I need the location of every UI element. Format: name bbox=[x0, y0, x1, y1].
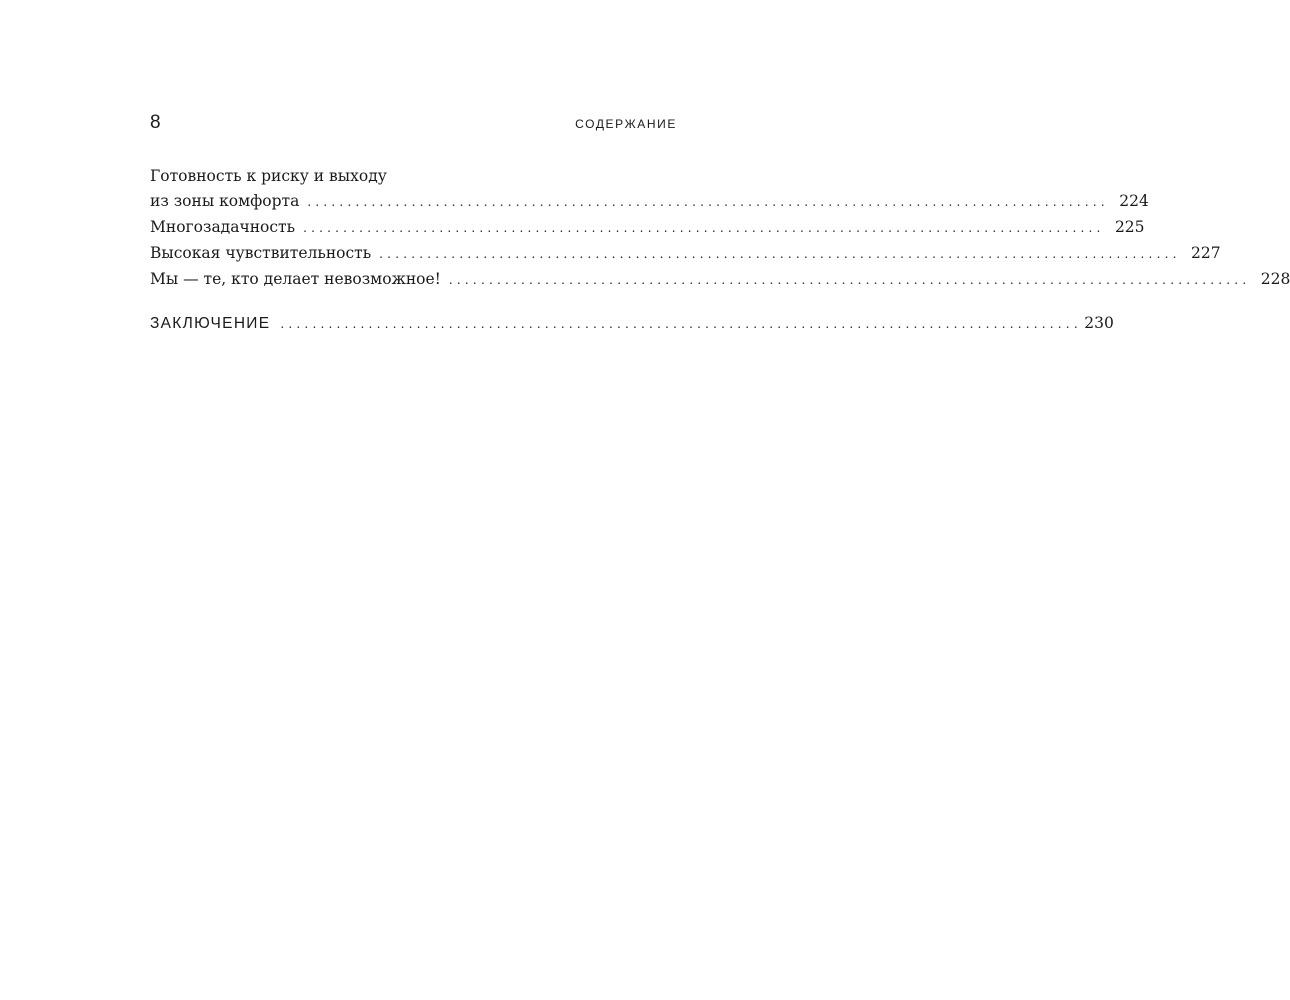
toc-entry-title: Многозадачность bbox=[150, 218, 296, 236]
toc-entry-title: Мы — те, кто делает невозможное! bbox=[150, 270, 441, 288]
toc-entry-page: 228 bbox=[1260, 270, 1290, 288]
dot-leader: .................................................................................................... bbox=[303, 221, 1105, 235]
toc-entry-page: 225 bbox=[1114, 218, 1145, 236]
toc-entry[interactable] bbox=[150, 267, 1290, 293]
toc-entry[interactable] bbox=[150, 164, 1149, 215]
toc-entry-title-line1: Готовность к риску и выходу bbox=[150, 167, 387, 185]
toc-section-conclusion[interactable] bbox=[150, 311, 1114, 337]
toc-section-page: 230 bbox=[1084, 314, 1114, 332]
toc-section-title: ЗАКЛЮЧЕНИЕ bbox=[150, 315, 271, 332]
toc-entry-title: Высокая чувствительность bbox=[150, 244, 372, 262]
dot-leader: .................................................................................................... bbox=[280, 317, 1082, 331]
toc-entry-page: 227 bbox=[1191, 244, 1221, 262]
toc-entry-page: 224 bbox=[1119, 192, 1149, 210]
running-head: СОДЕРЖАНИЕ bbox=[575, 117, 677, 131]
dot-leader: .................................................................................................... bbox=[448, 273, 1251, 287]
page-number: 8 bbox=[150, 112, 161, 133]
toc-entry[interactable] bbox=[150, 215, 1145, 241]
dot-leader: .................................................................................................... bbox=[379, 247, 1181, 261]
toc-entry[interactable] bbox=[150, 241, 1221, 267]
page-header bbox=[150, 108, 677, 138]
dot-leader: .................................................................................................... bbox=[307, 195, 1109, 209]
table-of-contents bbox=[150, 164, 1290, 337]
toc-entry-title: из зоны комфорта bbox=[150, 192, 300, 210]
